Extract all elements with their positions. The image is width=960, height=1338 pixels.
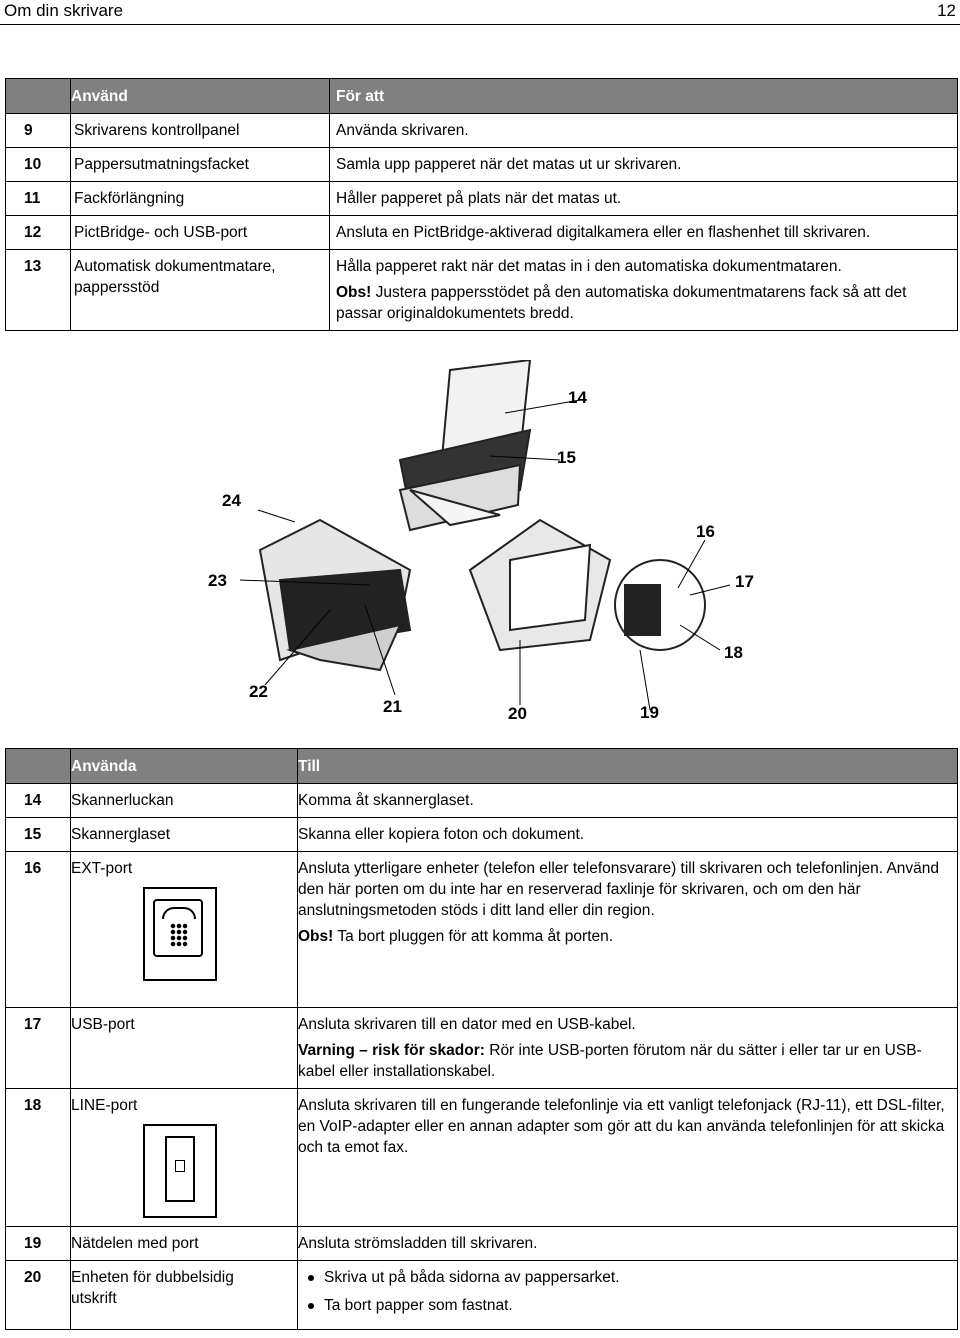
header-rule — [0, 24, 960, 25]
warning — [298, 1040, 951, 1082]
phone-port-icon — [143, 887, 217, 981]
printer-diagram — [200, 360, 780, 730]
part-description: Ansluta skrivaren till en fungerande telefonlinje via ett vanligt telefonjack (RJ-11), ett DSL-filter, en VoIP-adapter eller en annan adapter som gör att du kan använda telefonlinjen för att skicka och ta emot fax. — [298, 1089, 958, 1227]
row-number: 19 — [6, 1227, 71, 1261]
warning-text: Rör inte USB-porten förutom när du sätter i eller tar ur en USB-kabel eller installationskabel. — [298, 1042, 922, 1080]
header-num — [6, 79, 71, 114]
part-name: Enheten för dubbelsidig utskrift — [71, 1261, 298, 1330]
part-description: Skanna eller kopiera foton och dokument. — [298, 818, 958, 852]
part-description-cell — [330, 250, 958, 331]
header-to: Till — [298, 749, 958, 784]
part-name: Skrivarens kontrollpanel — [71, 114, 330, 148]
table-row — [6, 148, 958, 182]
note-text: Ta bort pluggen för att komma åt porten. — [333, 928, 614, 945]
keypad-icon — [170, 923, 188, 947]
page-number: 12 — [937, 1, 956, 20]
row-number: 20 — [6, 1261, 71, 1330]
row-number: 18 — [6, 1089, 71, 1227]
line-port-icon — [143, 1124, 217, 1218]
row-number: 12 — [6, 216, 71, 250]
bullet-item: Ta bort papper som fastnat. — [298, 1295, 957, 1316]
table-header-row — [6, 79, 958, 114]
row-number: 16 — [6, 852, 71, 1008]
note — [298, 926, 951, 947]
part-name: Skannerglaset — [71, 818, 298, 852]
callout-20: 20 — [508, 704, 527, 723]
part-name: Fackförlängning — [71, 182, 330, 216]
part-description: Ansluta en PictBridge-aktiverad digitalkamera eller en flashenhet till skrivaren. — [330, 216, 958, 250]
part-description: Ansluta ytterligare enheter (telefon eller telefonsvarare) till skrivaren och telefonlinjen. Använd den här porten om du inte har en reserverad faxlinje för skrivaren, och om den här anslutningsmetoden stöds i ditt land eller din region. — [298, 860, 940, 919]
table-row — [6, 1008, 958, 1089]
callout-16: 16 — [696, 522, 715, 541]
part-description-cell — [298, 1008, 958, 1089]
callout-17: 17 — [735, 572, 754, 591]
note-text: Justera pappersstödet på den automatiska dokumentmatarens fack så att det passar originaldokumentets bredd. — [336, 284, 907, 322]
table-row — [6, 114, 958, 148]
row-number: 10 — [6, 148, 71, 182]
part-description-cell — [298, 852, 958, 1008]
part-name-cell — [71, 852, 298, 1008]
part-description: Ansluta skrivaren till en dator med en USB-kabel. — [298, 1016, 636, 1033]
note-label: Obs! — [336, 284, 372, 301]
callout-15: 15 — [557, 448, 576, 467]
callout-18: 18 — [724, 643, 743, 662]
note — [336, 282, 957, 324]
callout-24: 24 — [222, 491, 241, 510]
header-use: Använd — [71, 79, 330, 114]
bullet-item: Skriva ut på båda sidorna av pappersarket. — [298, 1267, 957, 1288]
part-name: Nätdelen med port — [71, 1227, 298, 1261]
part-description: Ansluta strömsladden till skrivaren. — [298, 1227, 958, 1261]
table-row — [6, 182, 958, 216]
part-description: Håller papperet på plats när det matas ut. — [330, 182, 958, 216]
parts-table-2 — [5, 748, 958, 1330]
callout-21: 21 — [383, 697, 402, 716]
header-purpose: För att — [330, 79, 958, 114]
part-name: PictBridge- och USB-port — [71, 216, 330, 250]
table-row — [6, 1227, 958, 1261]
callout-19: 19 — [640, 703, 659, 722]
table-row — [6, 216, 958, 250]
part-name: Skannerluckan — [71, 784, 298, 818]
part-description-cell — [298, 1261, 958, 1330]
table-row — [6, 1261, 958, 1330]
part-name: EXT-port — [71, 860, 133, 877]
part-description: Använda skrivaren. — [330, 114, 958, 148]
table-row — [6, 784, 958, 818]
part-description: Hålla papperet rakt när det matas in i den automatiska dokumentmataren. — [336, 258, 842, 275]
parts-table-1 — [5, 78, 958, 331]
callout-23: 23 — [208, 571, 227, 590]
row-number: 17 — [6, 1008, 71, 1089]
row-number: 13 — [6, 250, 71, 331]
row-number: 9 — [6, 114, 71, 148]
table-row — [6, 818, 958, 852]
printer-illustration — [200, 360, 780, 730]
part-description: Komma åt skannerglaset. — [298, 784, 958, 818]
header-num — [6, 749, 71, 784]
part-name: LINE-port — [71, 1089, 298, 1227]
row-number: 15 — [6, 818, 71, 852]
table-header-row — [6, 749, 958, 784]
header-use: Använda — [71, 749, 298, 784]
handset-icon — [162, 907, 196, 919]
table-row — [6, 852, 958, 1008]
table-row — [6, 250, 958, 331]
bullet-list — [298, 1267, 957, 1316]
row-number: 11 — [6, 182, 71, 216]
page-header — [0, 0, 960, 24]
callout-22: 22 — [249, 682, 268, 701]
row-number: 14 — [6, 784, 71, 818]
table-row — [6, 1089, 958, 1227]
page-title: Om din skrivare — [4, 1, 124, 20]
part-name: Pappersutmatningsfacket — [71, 148, 330, 182]
part-name: Automatisk dokumentmatare, pappersstöd — [71, 250, 330, 331]
warning-label: Varning – risk för skador: — [298, 1042, 485, 1059]
part-description: Samla upp papperet när det matas ut ur skrivaren. — [330, 148, 958, 182]
phone-icon — [153, 899, 203, 957]
part-name: USB-port — [71, 1008, 298, 1089]
callout-14: 14 — [568, 388, 587, 407]
phone-jack-icon — [165, 1136, 195, 1202]
note-label: Obs! — [298, 928, 334, 945]
